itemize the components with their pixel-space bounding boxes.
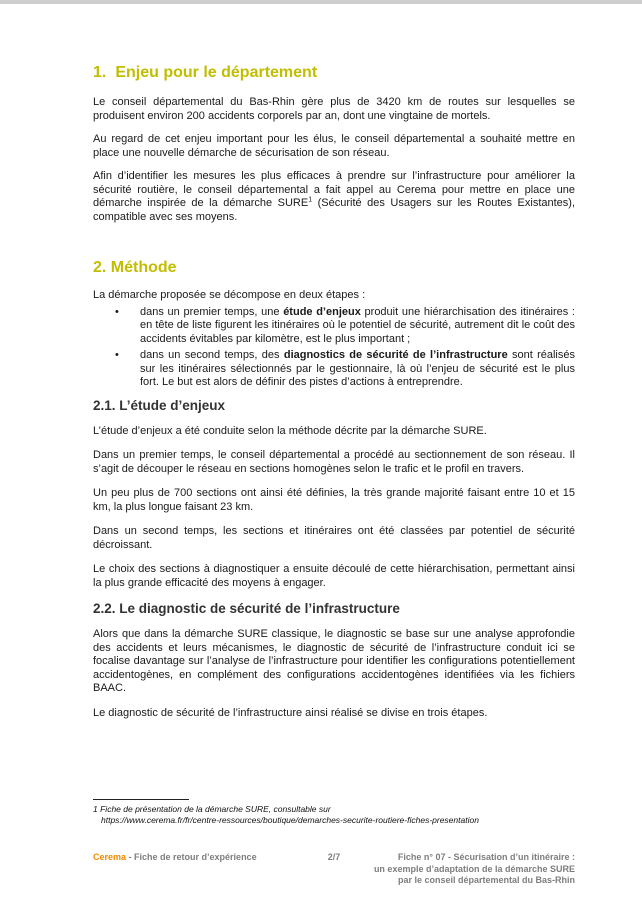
section-2-2-heading: 2.2. Le diagnostic de sécurité de l’infrastructure xyxy=(93,601,400,616)
footnote-marker: 1 xyxy=(93,804,98,814)
paragraph: Le diagnostic de sécurité de l’infrastructure ainsi réalisé se divise en trois étapes. xyxy=(93,706,488,719)
section-1-heading xyxy=(93,63,575,82)
method-intro: La démarche proposée se décompose en deux étapes : xyxy=(93,289,366,301)
paragraph: Dans un second temps, les sections et itinéraires ont été classées par potentiel de sécurité décroissant. xyxy=(93,525,575,551)
list-item-text: dans un premier temps, une xyxy=(140,305,284,318)
footer-left xyxy=(93,852,324,887)
paragraph-with-footnote-ref xyxy=(93,170,575,224)
section-2-2 xyxy=(93,601,575,720)
footnote-reference-1: 1 xyxy=(308,196,313,204)
footnote-description: Fiche de présentation de la démarche SURE, consultable sur xyxy=(100,804,331,814)
bullet-icon: • xyxy=(115,349,119,361)
paragraph: Le choix des sections à diagnostiquer a ensuite découlé de cette hiérarchisation, permettant ainsi la plus grande efficacité des moyens à engager. xyxy=(93,563,575,589)
footnote-text xyxy=(93,804,575,815)
list-item-text: sont réalisés sur les itinéraires sélectionnés par le gestionnaire, là où l’enjeu de sécurité est le plus fort. Le but est alors de définir des pistes d’actions à entreprendre. xyxy=(140,349,575,388)
list-item xyxy=(93,349,575,390)
paragraph: Un peu plus de 700 sections ont ainsi été définies, la très grande majorité faisant entre 10 et 15 km, la plus longue faisant 23 km. xyxy=(93,487,575,513)
page-number: 2/7 xyxy=(327,852,341,862)
footer-right-line: Fiche n° 07 - Sécurisation d’un itinéraire : xyxy=(397,852,575,862)
paragraph: L’étude d’enjeux a été conduite selon la méthode décrite par la démarche SURE. xyxy=(93,424,487,437)
cerema-brand-label: Cerema xyxy=(93,852,127,862)
paragraph: Au regard de cet enjeu important pour les élus, le conseil départemental a souhaité mettre en place une nouvelle démarche de sécurisation de son réseau. xyxy=(93,133,575,159)
paragraph: Dans un premier temps, le conseil départemental a procédé au sectionnement de son réseau. Il s’agit de découper le réseau en sections homogènes selon le trafic et le profil en travers. xyxy=(93,449,575,475)
list-item-bold: diagnostics de sécurité de l’infrastructure xyxy=(283,349,508,361)
section-2-heading: 2. Méthode xyxy=(93,259,177,276)
page-content xyxy=(93,63,575,731)
page-footer xyxy=(93,852,575,887)
footer-left-text: - Fiche de retour d’expérience xyxy=(126,852,257,862)
list-item-bold: étude d’enjeux xyxy=(283,305,361,318)
footnote-separator-rule xyxy=(93,799,189,800)
section-1-number: 1. xyxy=(93,64,107,81)
footer-right xyxy=(344,852,575,887)
list-item-text: dans un second temps, des xyxy=(140,349,284,361)
footer-right-line: un exemple d’adaptation de la démarche SURE xyxy=(373,863,575,874)
paragraph-text: Afin d’identifier les mesures les plus efficaces à prendre sur l’infrastructure pour améliorer la sécurité routière, le conseil départemental a fait appel au Cerema pour mettre en place une démarche inspirée de la démarche SURE xyxy=(93,170,575,209)
section-1-title: Enjeu pour le département xyxy=(115,64,318,81)
footer-right-line: par le conseil départemental du Bas-Rhin xyxy=(397,875,575,885)
list-item-text: produit une hiérarchisation des itinéraires : en tête de liste figurent les itinéraires où le potentiel de sécurité, autrement dit le coût des accidents évitables par kilomètre, est le plus important ; xyxy=(140,305,575,345)
paragraph: Le conseil départemental du Bas-Rhin gère plus de 3420 km de routes sur lesquelles se produisent environ 200 accidents corporels par an, dont une vingtaine de mortels. xyxy=(93,96,575,122)
footnote-url-link[interactable]: https://www.cerema.fr/fr/centre-ressources/boutique/demarches-securite-routiere-fiches-presentation xyxy=(101,815,479,825)
paragraph-text: (Sécurité des Usagers sur les Routes Existantes), compatible avec ses moyens. xyxy=(93,197,575,223)
section-2-1-heading: 2.1. L’étude d’enjeux xyxy=(93,397,226,413)
paragraph: Alors que dans la démarche SURE classique, le diagnostic se base sur une analyse approfondie des accidents et leurs mécanismes, le diagnostic de sécurité de l’infrastructure conduit ici se focalise davantage sur l’analyse de l’infrastructure pour identifier les configurations potentiellement accidentogènes, en complément des configurations accidentogènes identifiées via les fichiers BAAC. xyxy=(93,628,575,694)
section-2-1 xyxy=(93,398,575,591)
window-top-border xyxy=(0,0,642,4)
bullet-icon: • xyxy=(115,305,119,318)
list-item xyxy=(93,306,575,347)
footnote-block xyxy=(93,799,575,826)
